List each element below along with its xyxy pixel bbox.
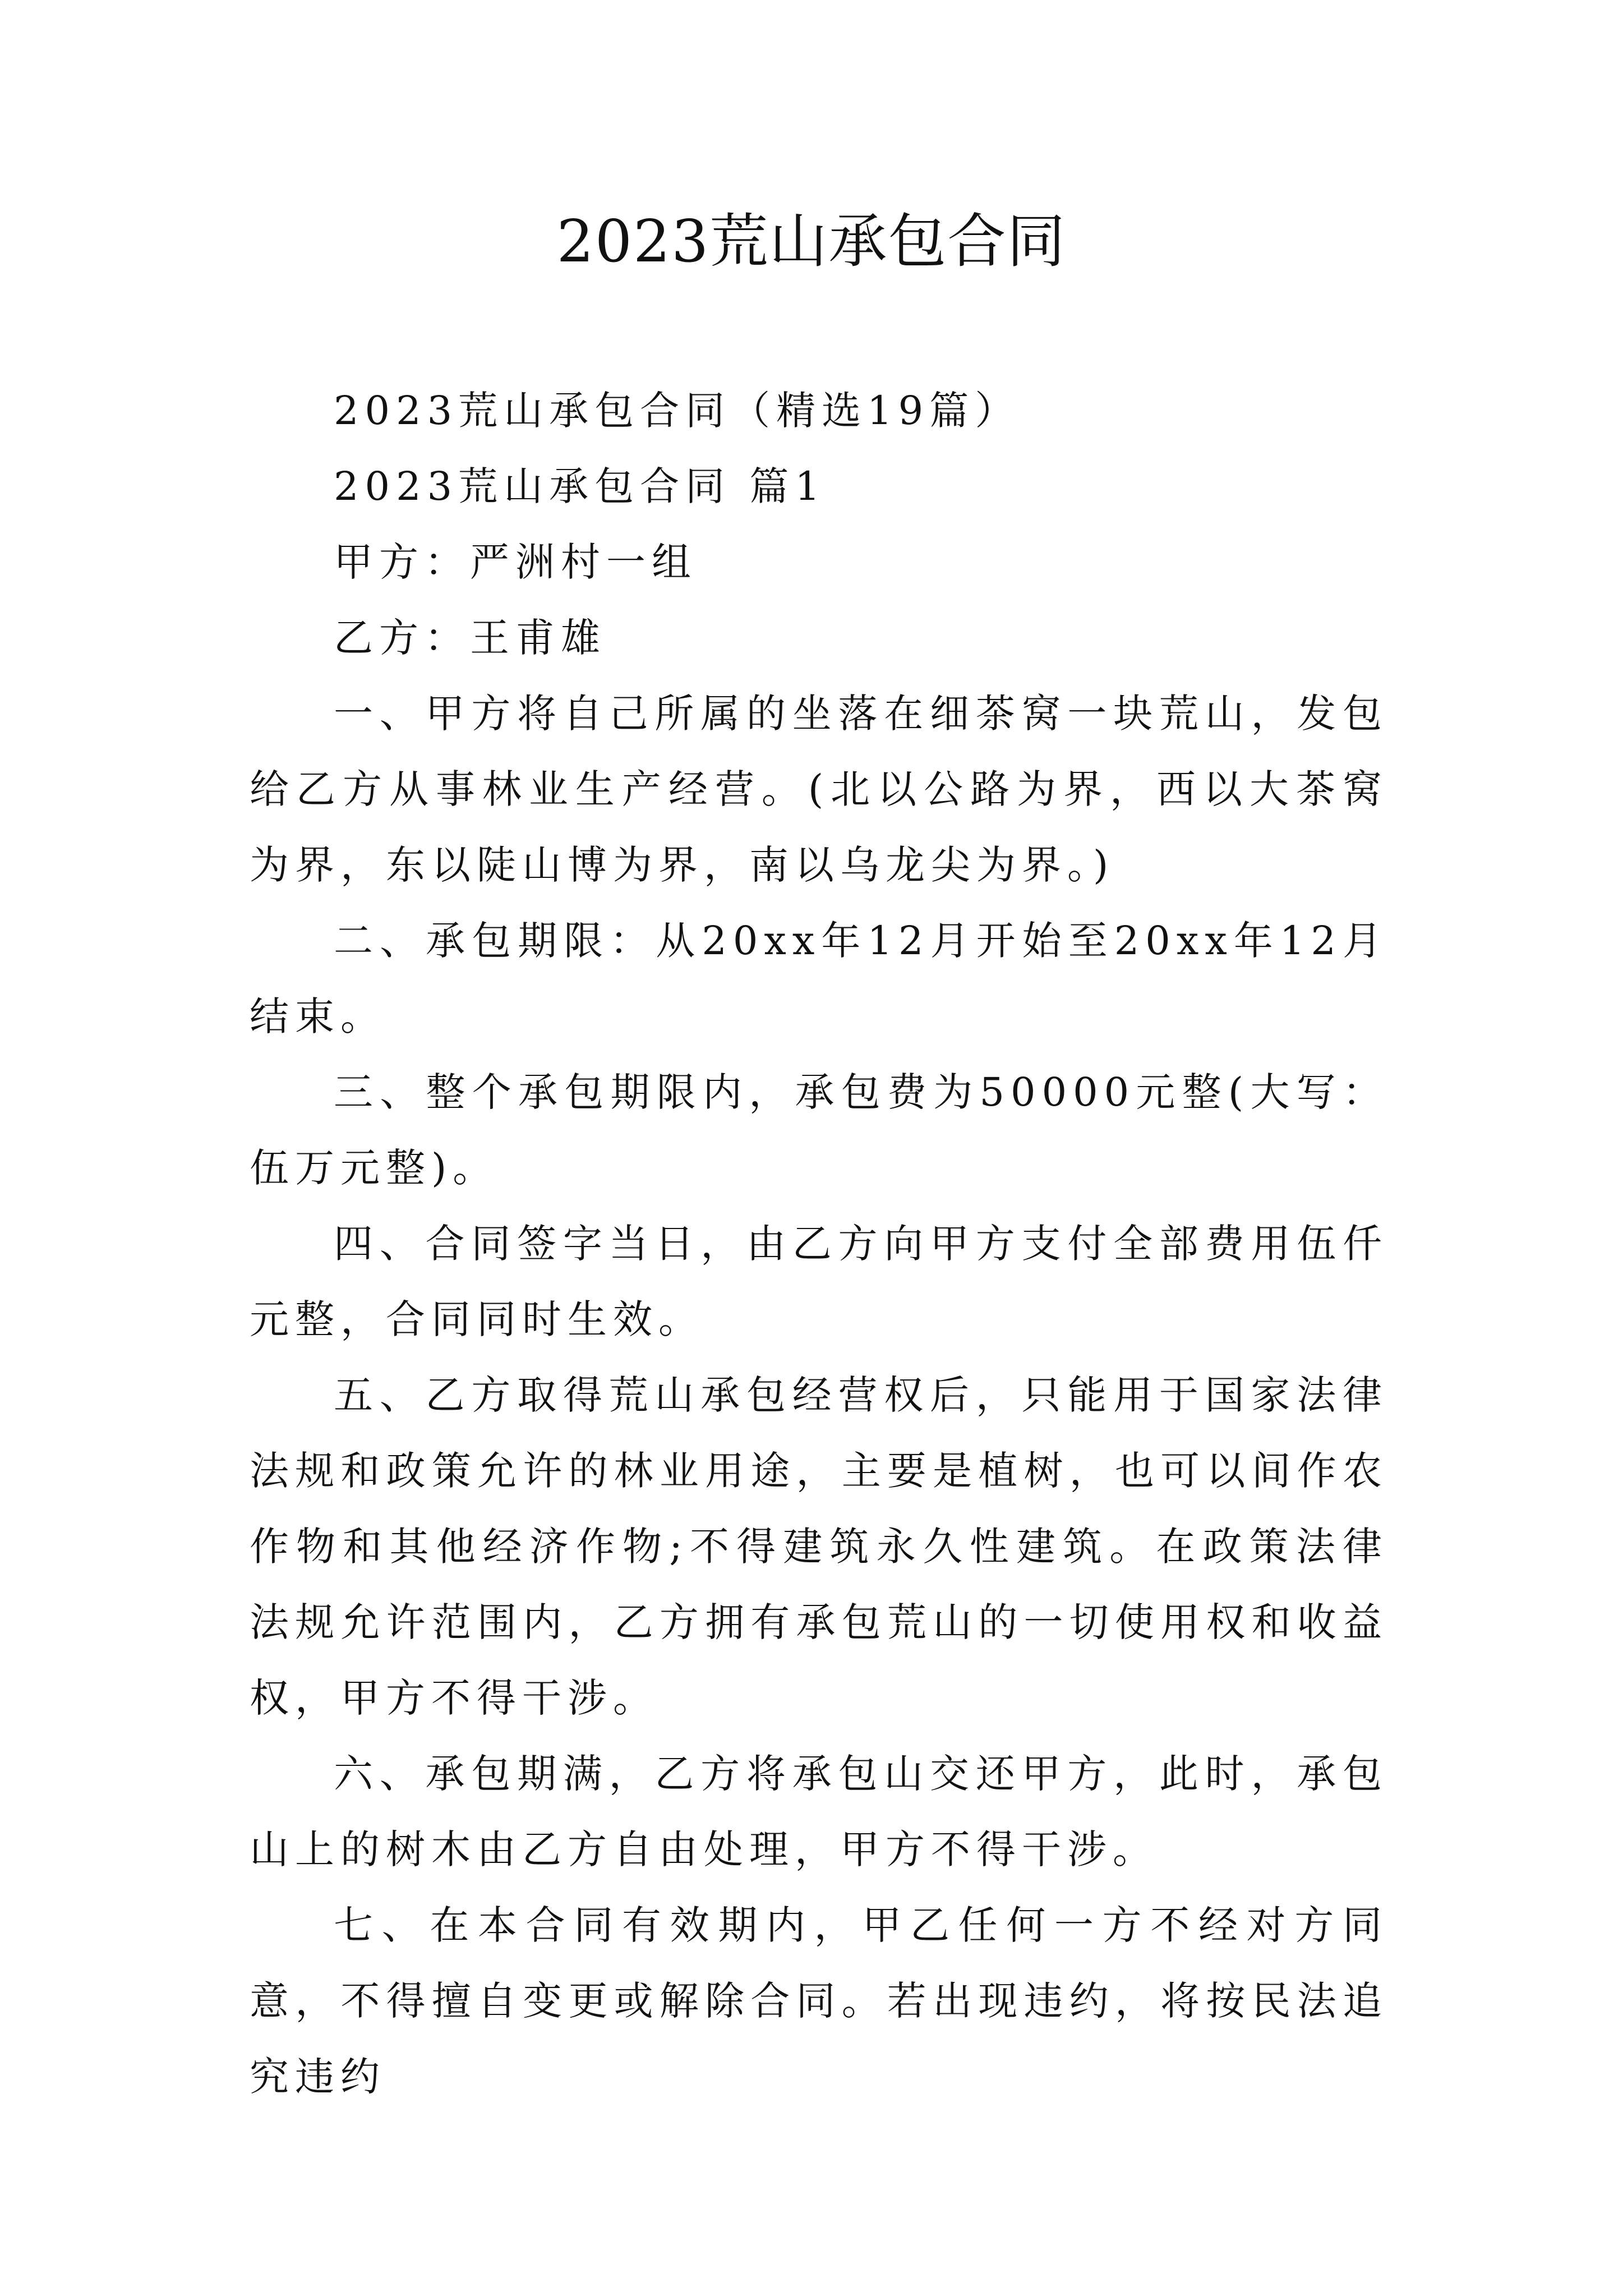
paragraph-clause-2: 二、承包期限：从20xx年12月开始至20xx年12月结束。 [250,918,1388,1039]
paragraph-subtitle: 2023荒山承包合同（精选19篇） [334,388,1021,434]
paragraph-clause-5: 五、乙方取得荒山承包经营权后，只能用于国家法律法规和政策允许的林业用途，主要是植树，也可以间作农作物和其他经济作物;不得建筑永久性建筑。在政策法律法规允许范围内，乙方拥有承包荒山的一切使用权和收益权，甲方不得干涉。 [250,1372,1388,1721]
paragraph-clause-6: 六、承包期满，乙方将承包山交还甲方，此时，承包山上的树木由乙方自由处理，甲方不得干涉。 [250,1751,1388,1872]
paragraph-clause-1: 一、甲方将自己所属的坐落在细茶窝一块荒山，发包给乙方从事林业生产经营。(北以公路为界，西以大茶窝为界，东以陡山博为界，南以乌龙尖为界。) [250,691,1388,888]
paragraph-party-a: 甲方：严洲村一组 [334,539,697,585]
document-title: 2023荒山承包合同 [556,207,1067,275]
paragraph-party-b: 乙方：王甫雄 [334,615,606,661]
paragraph-section-heading: 2023荒山承包合同 篇1 [334,463,826,509]
paragraph-clause-3: 三、整个承包期限内，承包费为50000元整(大写：伍万元整)。 [250,1069,1388,1191]
document-body [250,373,1388,2115]
paragraph-clause-4: 四、合同签字当日，由乙方向甲方支付全部费用伍仟元整，合同同时生效。 [250,1221,1388,1342]
paragraph-clause-7: 七、在本合同有效期内，甲乙任何一方不经对方同意，不得擅自变更或解除合同。若出现违约，将按民法追究违约 [250,1902,1388,2100]
